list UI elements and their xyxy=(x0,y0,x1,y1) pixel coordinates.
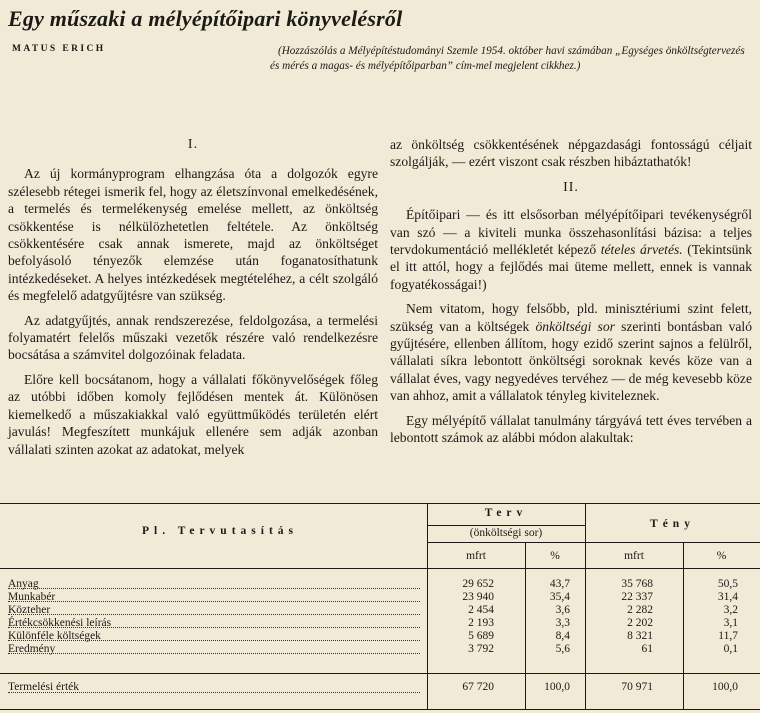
article-author: MATUS ERICH xyxy=(12,44,106,54)
table-bottom-rule xyxy=(0,709,760,710)
teny-mfrt: 70 971 xyxy=(621,681,653,693)
leader-dots xyxy=(8,601,420,602)
section-heading-2: II. xyxy=(563,179,579,195)
column-divider xyxy=(525,542,526,709)
column-divider xyxy=(585,503,586,709)
terv-pct: 43,7 xyxy=(549,578,570,590)
leader-dots xyxy=(8,653,420,654)
leader-dots xyxy=(8,588,420,589)
paragraph: Az adatgyűjtés, annak rendszerezése, feldolgozása, a termelési folyamatért felelős műszaki vezetők részére való rendelkezésre bocsátása a számvitel dolgozóinak feladata. xyxy=(8,312,378,363)
paragraph xyxy=(390,300,752,404)
header-rule xyxy=(427,542,760,543)
terv-pct: 3,6 xyxy=(555,604,570,616)
column-divider xyxy=(683,542,684,709)
emphasis-text: önköltségi sor xyxy=(535,318,615,334)
terv-pct: 8,4 xyxy=(555,630,570,642)
terv-pct: 5,6 xyxy=(555,643,570,655)
unit-header: mfrt xyxy=(624,550,644,562)
paragraph: Előre kell bocsátanom, hogy a vállalati főkönyvelőségek főleg az utóbbi időben komoly fejlődésen mentek át. Különösen kiemelkedő a műszakiakkal való együttműködés területén elért javulás! Megfeszített munkájuk ellenére sem adják azonban vállalati szinten azokat az adatokat, melyek xyxy=(8,371,378,457)
row-label: Értékcsökkenési leírás xyxy=(8,617,112,629)
row-label: Közteher xyxy=(8,604,51,616)
header-rule xyxy=(427,525,585,526)
section-heading-1: I. xyxy=(187,137,199,152)
text-run: (Tekintsünk el itt attól, hogy a fejlődés mai üteme mellett, ennek is vannak fogyatékosságai!) xyxy=(390,242,752,292)
terv-mfrt: 3 792 xyxy=(468,643,494,655)
terv-pct: 35,4 xyxy=(549,591,570,603)
row-label: Munkabér xyxy=(8,591,56,603)
terv-pct: 3,3 xyxy=(555,617,570,629)
table-total-rule xyxy=(0,673,760,674)
text-run: szerinti bontásban való gyűjtésére, ellenben állítom, hogy ezidő szerint sajnos a felülről, vállalati síkra lebontott önköltségi soroknak kevés köze van a vállalat éves, vagy negyedéves tervéhez — de még kevesebb köze van ahhoz, amit a vállalatok tényleg kiviteleznek. xyxy=(390,318,752,404)
row-label: Különféle költségek xyxy=(8,630,101,642)
row-label: Eredmény xyxy=(8,643,56,655)
row-label: Anyag xyxy=(8,578,39,590)
paragraph-continuation: az önköltség csökkentésének népgazdasági fontosságú céljait szolgálják, — ezért viszont csak részben hibáztathatók! xyxy=(390,137,752,170)
article-title: Egy műszaki a mélyépítőipari könyvelésről xyxy=(8,6,403,31)
table-top-rule xyxy=(0,503,760,504)
emphasis-text: tételes árvetés. xyxy=(600,242,683,258)
article-note: (Hozzászólás a Mélyépítéstudományi Szemle 1954. október havi számában „Egységes önköltségtervezés és mérés a magas- és mélyépítőiparban” cím-mel megjelent cikkhez.) xyxy=(270,45,745,72)
teny-header: Tény xyxy=(650,518,695,530)
teny-pct: 3,1 xyxy=(723,617,738,629)
row-header: Pl. Tervutasítás xyxy=(141,525,299,537)
text-run: Nem vitatom, hogy felsőbb, pld. minisztériumi szint felett, szükség van a költségek xyxy=(390,301,752,334)
unit-header: % xyxy=(716,550,727,562)
cost-table xyxy=(0,503,760,713)
teny-mfrt: 61 xyxy=(641,643,653,655)
terv-mfrt: 2 193 xyxy=(468,617,494,629)
unit-header: % xyxy=(550,550,560,562)
paragraph xyxy=(390,206,752,293)
paragraph: Egy mélyépítő vállalat tanulmány tárgyává tett éves tervében a lebontott számok az alábbi módon alakultak: xyxy=(390,412,752,446)
terv-pct: 100,0 xyxy=(544,681,570,693)
teny-mfrt: 2 202 xyxy=(627,617,653,629)
right-column xyxy=(390,136,752,454)
terv-header: Terv xyxy=(484,507,528,519)
row-label: Termelési érték xyxy=(8,681,80,693)
teny-pct: 100,0 xyxy=(712,681,738,693)
teny-mfrt: 2 282 xyxy=(627,604,653,616)
teny-pct: 50,5 xyxy=(717,578,738,590)
teny-mfrt: 8 321 xyxy=(627,630,653,642)
teny-mfrt: 35 768 xyxy=(621,578,653,590)
table-header-rule xyxy=(0,568,760,569)
terv-mfrt: 67 720 xyxy=(462,681,494,693)
terv-mfrt: 29 652 xyxy=(462,578,494,590)
terv-mfrt: 2 454 xyxy=(468,604,494,616)
text-run: Építőipari — és itt elsősorban mélyépítőipari tevékenységről van szó — a kiviteli munka összehasonlítási bázisa: a teljes tervdokumentáció mellékletét képező xyxy=(390,207,752,258)
unit-header: mfrt xyxy=(466,550,486,562)
teny-pct: 0,1 xyxy=(723,643,738,655)
left-column xyxy=(8,136,378,465)
terv-subheader: (önköltségi sor) xyxy=(469,527,543,539)
paragraph: Az új kormányprogram elhangzása óta a dolgozók egyre szélesebb rétegei ismerik fel, hogy az életszínvonal emelkedésének, a termelés és termelékenység emelése mellett, az önköltség csökkentése is nélkülözhetetlen feltétele. Az önköltség csökkentésére csak annak ismerete, majd az önköltséget befolyásoló tényezők elemzése után foganatosíthatunk intézkedéseket. A helyes intézkedések megtételéhez, a célt szolgáló és megfelelő adatgyűjtésre van szükség. xyxy=(8,166,378,304)
teny-pct: 31,4 xyxy=(717,591,738,603)
teny-pct: 3,2 xyxy=(723,604,738,616)
leader-dots xyxy=(8,614,420,615)
terv-mfrt: 23 940 xyxy=(462,591,494,603)
teny-pct: 11,7 xyxy=(718,630,738,642)
terv-mfrt: 5 689 xyxy=(468,630,494,642)
teny-mfrt: 22 337 xyxy=(621,591,653,603)
